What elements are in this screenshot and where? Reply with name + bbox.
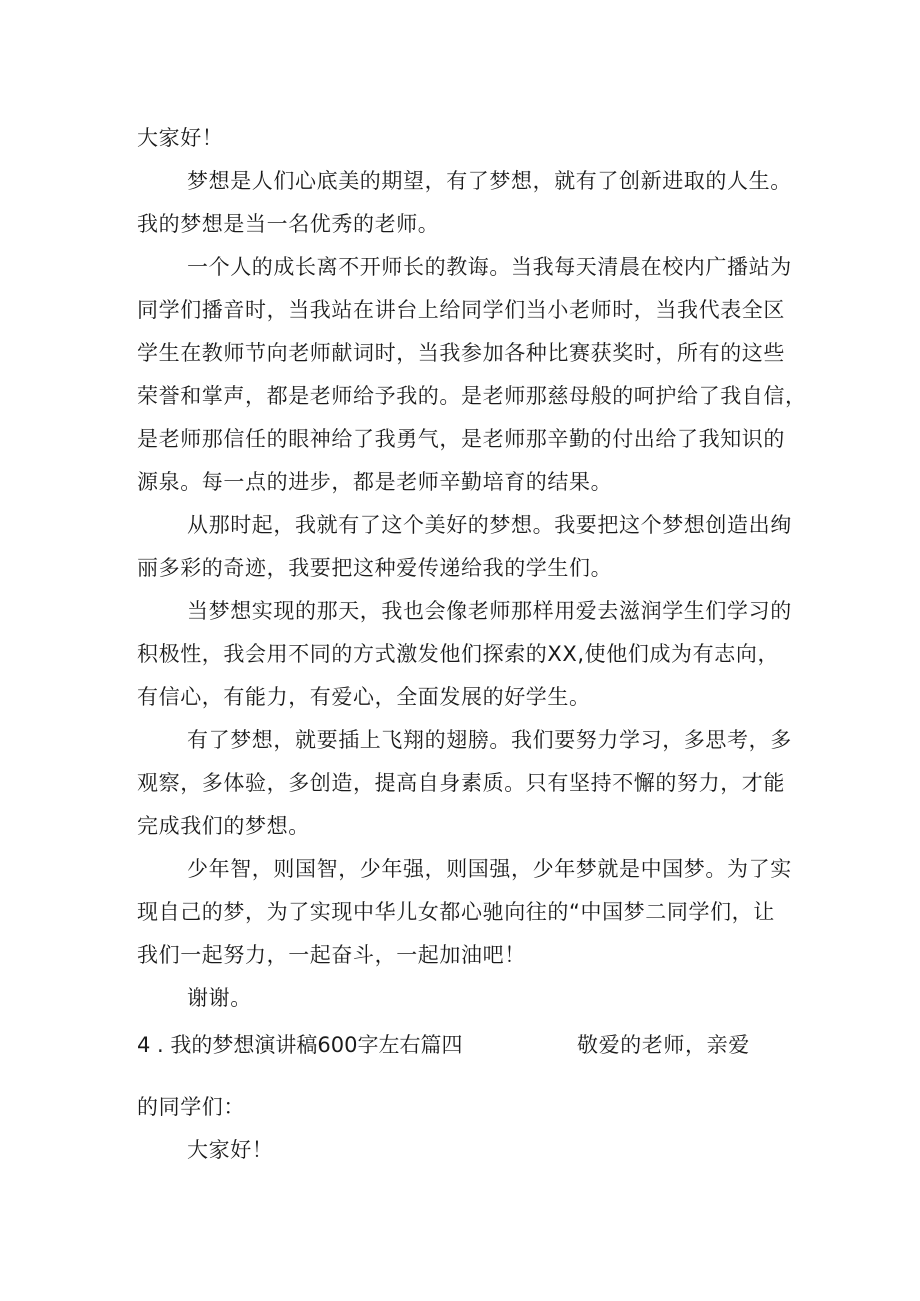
- salutation-end: 的同学们：: [137, 1095, 245, 1119]
- paragraph-line: 我的梦想是当一名优秀的老师。: [137, 212, 440, 236]
- paragraph-line: 丽多彩的奇迹，我要把这种爱传递给我的学生们。: [137, 556, 613, 580]
- paragraph-line: 学生在教师节向老师献词时，当我参加各种比赛获奖时，所有的这些: [137, 341, 785, 365]
- paragraph-line: 一个人的成长离不开师长的教诲。当我每天清晨在校内广播站为: [187, 255, 792, 279]
- paragraph-line: 同学们播音时，当我站在讲台上给同学们当小老师时，当我代表全区: [137, 298, 785, 322]
- paragraph-line: 当梦想实现的那天，我也会像老师那样用爱去滋润学生们学习的: [187, 599, 792, 623]
- paragraph-line: 梦想是人们心底美的期望，有了梦想，就有了创新进取的人生。: [187, 169, 792, 193]
- paragraph-line: 少年智，则国智，少年强，则国强，少年梦就是中国梦。为了实: [187, 857, 792, 881]
- paragraph-line: 完成我们的梦想。: [137, 814, 310, 838]
- paragraph-line: 源泉。每一点的进步，都是老师辛勤培育的结果。: [137, 470, 613, 494]
- greeting-line: 大家好！: [187, 1138, 274, 1162]
- paragraph-line: 是老师那信任的眼神给了我勇气，是老师那辛勤的付出给了我知识的: [137, 427, 785, 451]
- paragraph-line: 积极性，我会用不同的方式激发他们探索的XX,使他们成为有志向，: [137, 642, 780, 666]
- greeting-line: 大家好！: [137, 126, 224, 150]
- paragraph-line: 有信心，有能力，有爱心，全面发展的好学生。: [137, 685, 591, 709]
- paragraph-line: 我们一起努力，一起奋斗，一起加油吧！: [137, 943, 526, 967]
- salutation-start: 敬爱的老师，亲爱: [577, 1033, 750, 1057]
- paragraph-line: 从那时起，我就有了这个美好的梦想。我要把这个梦想创造出绚: [187, 513, 792, 537]
- closing-line: 谢谢。: [187, 986, 252, 1010]
- paragraph-line: 有了梦想，就要插上飞翔的翅膀。我们要努力学习，多思考，多: [187, 728, 792, 752]
- paragraph-line: 观察，多体验，多创造，提高自身素质。只有坚持不懈的努力，才能: [137, 771, 785, 795]
- paragraph-line: 荣誉和掌声，都是老师给予我的。是老师那慈母般的呵护给了我自信，: [137, 384, 807, 408]
- section-heading: 4 . 我的梦想演讲稿600字左右篇四: [137, 1033, 463, 1057]
- paragraph-line: 现自己的梦，为了实现中华儿女都心驰向往的“中国梦二同学们，让: [137, 900, 775, 924]
